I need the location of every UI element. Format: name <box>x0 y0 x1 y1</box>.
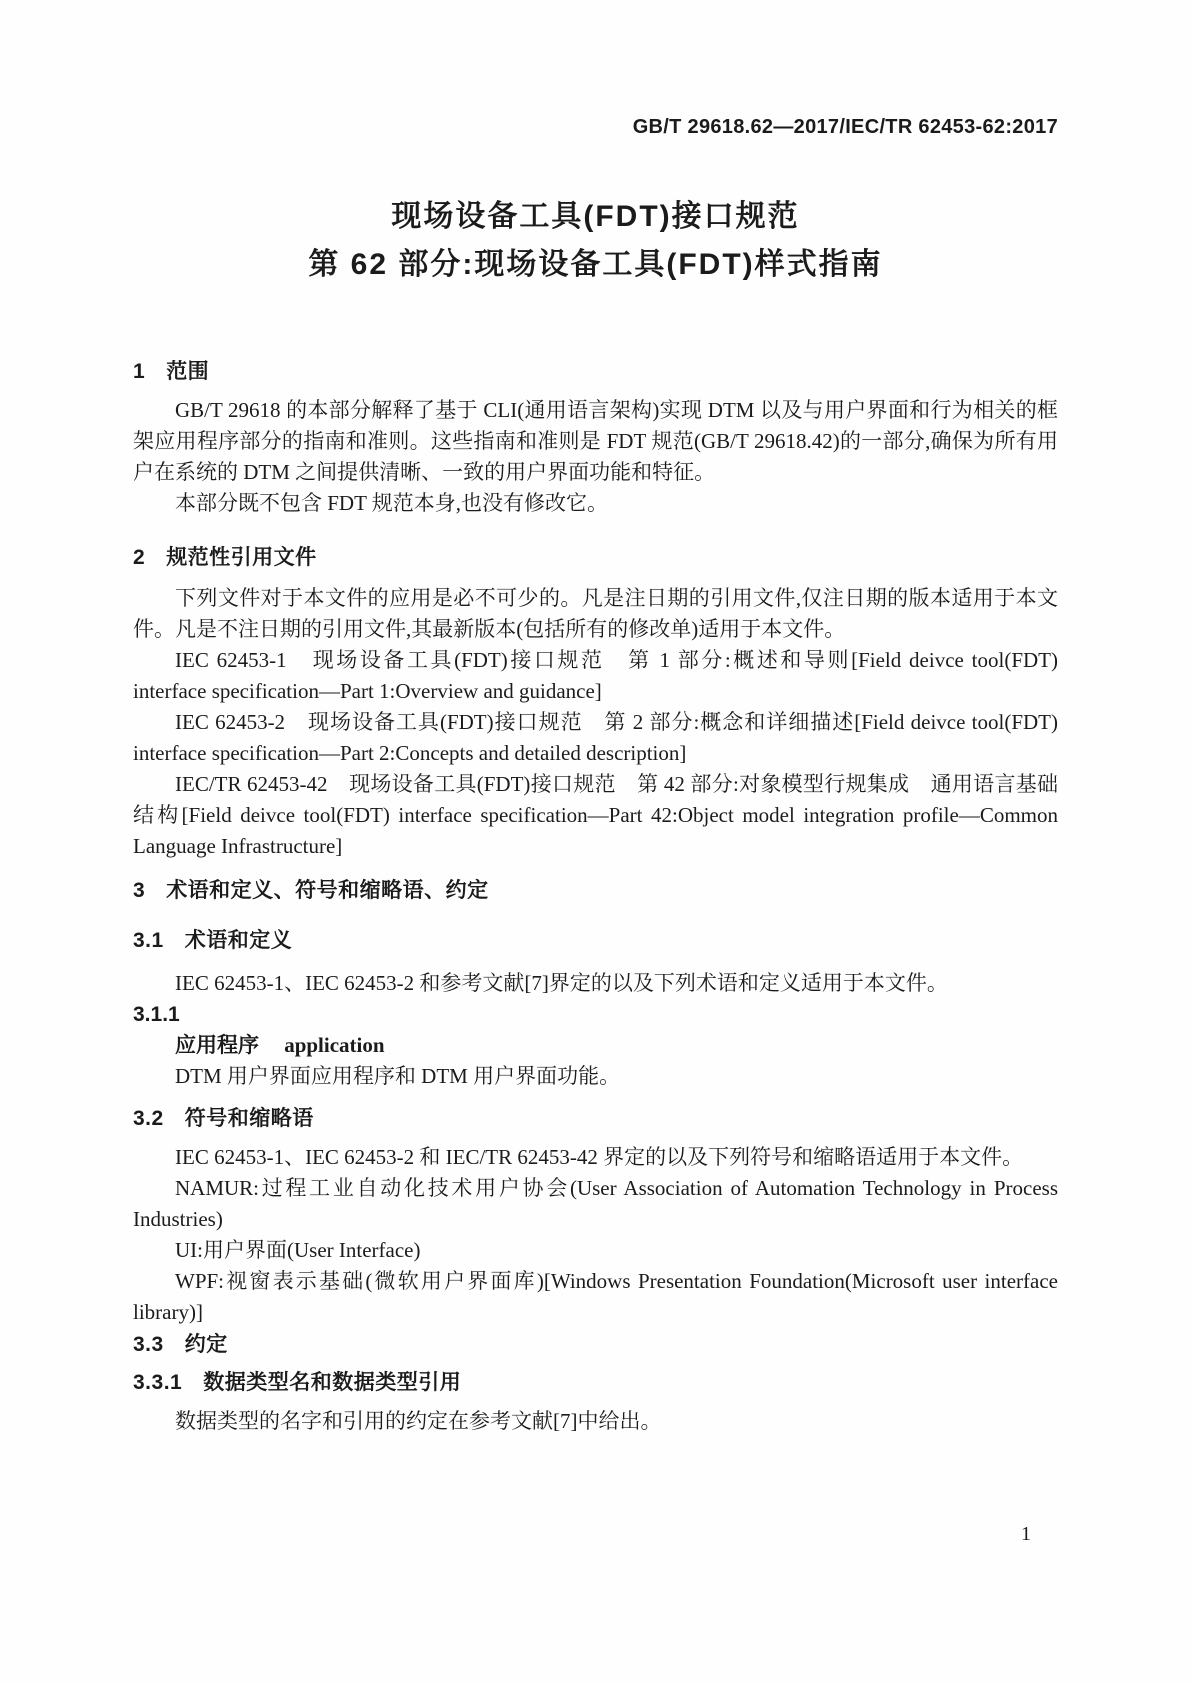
symbols-intro: IEC 62453-1、IEC 62453-2 和 IEC/TR 62453-42 界定的以及下列符号和缩略语适用于本文件。 <box>175 1145 1024 1169</box>
section-3-3-number: 3.3 <box>133 1333 164 1356</box>
term-chinese: 应用程序 <box>175 1034 259 1057</box>
section-3-heading <box>133 878 1058 904</box>
document-title <box>133 193 1058 289</box>
scope-paragraph-1: GB/T 29618 的本部分解释了基于 CLI(通用语言架构)实现 DTM 以及与用户界面和行为相关的框架应用程序部分的指南和准则。这些指南和准则是 FDT 规范(GB/T 29618.42)的一部分,确保为所有用户在系统的 DTM 之间提供清晰、一致的用户界面功能和特征。 <box>133 398 1058 484</box>
section-2-title: 规范性引用文件 <box>166 546 317 569</box>
title-line-2: 第 62 部分:现场设备工具(FDT)样式指南 <box>308 248 883 281</box>
conventions-paragraph: 数据类型的名字和引用的约定在参考文献[7]中给出。 <box>175 1409 662 1433</box>
page-number: 1 <box>1021 1523 1031 1545</box>
term-english: application <box>284 1033 385 1057</box>
term-definition: DTM 用户界面应用程序和 DTM 用户界面功能。 <box>175 1064 621 1088</box>
section-1-heading <box>133 359 1058 385</box>
terms-intro: IEC 62453-1、IEC 62453-2 和参考文献[7]界定的以及下列术语和定义适用于本文件。 <box>175 971 948 995</box>
reference-item: IEC/TR 62453-42 现场设备工具(FDT)接口规范 第 42 部分:对象模型行规集成 通用语言基础结构[Field deivce tool(FDT) interface specification—Part 42:Object model integration profile—Common Language Infrastructure] <box>133 772 1058 858</box>
section-3-2-title: 符号和缩略语 <box>184 1107 314 1130</box>
section-1-number: 1 <box>133 360 146 383</box>
reference-item: IEC 62453-1 现场设备工具(FDT)接口规范 第 1 部分:概述和导则[Field deivce tool(FDT) interface specification—Part 1:Overview and guidance] <box>133 648 1058 703</box>
abbreviation-item: WPF:视窗表示基础(微软用户界面库)[Windows Presentation Foundation(Microsoft user interface library)] <box>133 1269 1058 1324</box>
section-3-title: 术语和定义、符号和缩略语、约定 <box>166 879 489 902</box>
section-2-heading <box>133 545 1058 571</box>
section-3-3-1-number: 3.3.1 <box>133 1371 183 1394</box>
section-1-title: 范围 <box>166 360 210 383</box>
term-entry <box>133 1030 1058 1061</box>
standard-number-header: GB/T 29618.62—2017/IEC/TR 62453-62:2017 <box>632 116 1058 138</box>
section-3-3-1-title: 数据类型名和数据类型引用 <box>203 1371 462 1394</box>
section-3-3-heading <box>133 1332 1058 1358</box>
section-3-1-heading <box>133 928 1058 954</box>
section-3-3-1-heading <box>133 1370 1058 1396</box>
section-3-2-heading <box>133 1106 1058 1132</box>
scope-paragraph-2: 本部分既不包含 FDT 规范本身,也没有修改它。 <box>175 491 609 515</box>
section-3-3-title: 约定 <box>184 1333 228 1356</box>
abbreviation-item: UI:用户界面(User Interface) <box>175 1238 421 1262</box>
section-3-number: 3 <box>133 879 146 902</box>
section-3-2-number: 3.2 <box>133 1107 164 1130</box>
reference-item: IEC 62453-2 现场设备工具(FDT)接口规范 第 2 部分:概念和详细描述[Field deivce tool(FDT) interface specification—Part 2:Concepts and detailed description] <box>133 710 1058 765</box>
term-entry-number: 3.1.1 <box>133 1003 180 1026</box>
section-3-1-number: 3.1 <box>133 929 164 952</box>
abbreviation-item: NAMUR:过程工业自动化技术用户协会(User Association of Automation Technology in Process Industries) <box>133 1176 1058 1231</box>
section-3-1-title: 术语和定义 <box>184 929 293 952</box>
title-line-1: 现场设备工具(FDT)接口规范 <box>391 200 800 233</box>
section-2-number: 2 <box>133 546 146 569</box>
references-intro: 下列文件对于本文件的应用是必不可少的。凡是注日期的引用文件,仅注日期的版本适用于本文件。凡是不注日期的引用文件,其最新版本(包括所有的修改单)适用于本文件。 <box>133 586 1058 641</box>
